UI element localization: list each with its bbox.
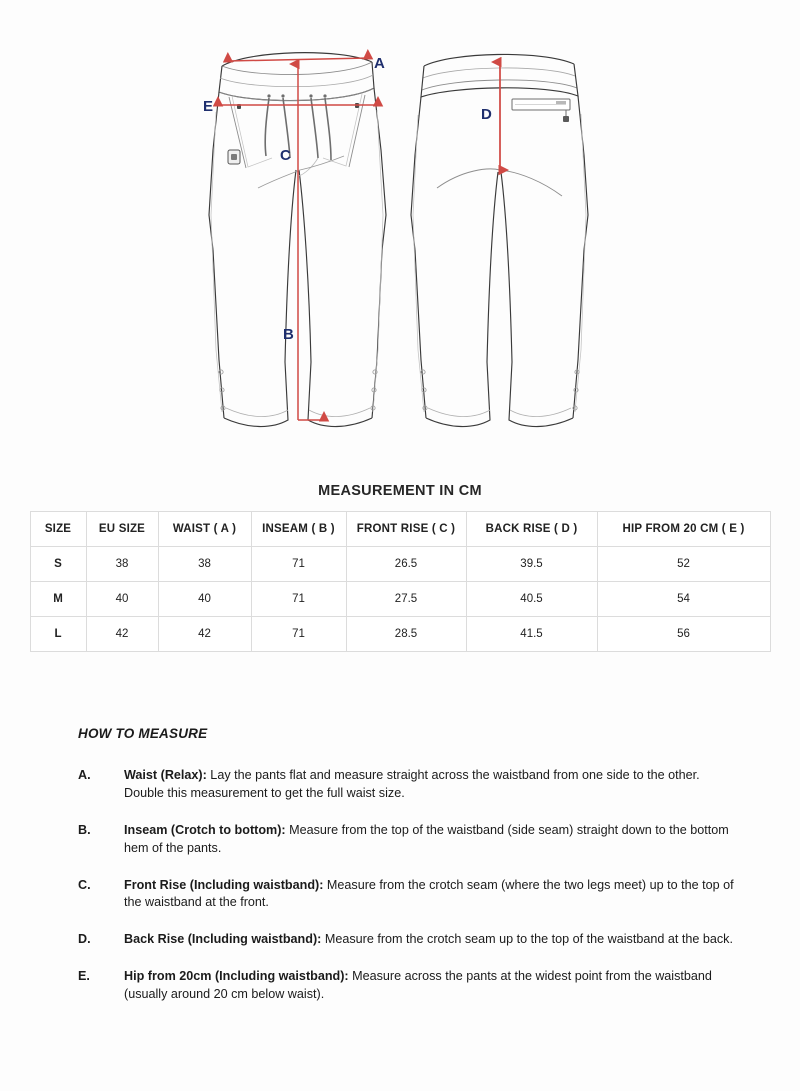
size-measurement-table xyxy=(30,511,771,652)
measure-term: Waist (Relax): xyxy=(124,768,207,782)
cell-size: M xyxy=(30,582,86,617)
how-to-measure-section xyxy=(78,726,738,1004)
measure-text: Measure from the crotch seam (where the two legs meet) up to the top of the waistband at the front. xyxy=(124,877,734,910)
measure-description xyxy=(124,968,738,1004)
cell-eu-size: 42 xyxy=(86,617,158,652)
label-b: B xyxy=(283,326,294,343)
table-header-row xyxy=(30,512,770,547)
measure-text: Measure from the crotch seam up to the top of the waistband at the back. xyxy=(321,932,733,947)
label-a: A xyxy=(374,55,385,72)
measurement-arrows-front xyxy=(218,58,378,420)
cell-back-rise: 39.5 xyxy=(466,547,597,582)
measure-term: Hip from 20cm (Including waistband): xyxy=(124,969,349,984)
cell-inseam: 71 xyxy=(251,582,346,617)
cell-waist: 42 xyxy=(158,617,251,652)
how-to-measure-title: HOW TO MEASURE xyxy=(78,726,208,741)
measure-description xyxy=(124,822,738,858)
measure-item-inseam xyxy=(78,822,738,858)
measure-item-back-rise xyxy=(78,931,738,949)
cell-waist: 38 xyxy=(158,547,251,582)
cell-back-rise: 41.5 xyxy=(466,617,597,652)
cell-front-rise: 28.5 xyxy=(346,617,466,652)
cell-size: S xyxy=(30,547,86,582)
table-row xyxy=(30,582,770,617)
column-header-front-rise: FRONT RISE ( C ) xyxy=(346,512,466,547)
table-title: MEASUREMENT IN CM xyxy=(318,483,482,499)
pants-technical-drawing xyxy=(0,0,800,465)
cell-inseam: 71 xyxy=(251,547,346,582)
table-row xyxy=(30,547,770,582)
measure-text: Lay the pants flat and measure straight across the waistband from one side to the other. Double this measurement to get the full waist size. xyxy=(124,768,700,800)
cell-hip: 56 xyxy=(597,617,770,652)
cell-size: L xyxy=(30,617,86,652)
cell-front-rise: 26.5 xyxy=(346,547,466,582)
measure-term: Inseam (Crotch to bottom): xyxy=(124,822,286,837)
cell-front-rise: 27.5 xyxy=(346,582,466,617)
measure-description xyxy=(124,877,738,913)
cell-eu-size: 38 xyxy=(86,547,158,582)
column-header-inseam: INSEAM ( B ) xyxy=(251,512,346,547)
measure-letter: C. xyxy=(78,877,91,892)
front-view-labels xyxy=(203,55,385,343)
measure-item-hip xyxy=(78,968,738,1004)
measure-letter: B. xyxy=(78,822,91,837)
cell-back-rise: 40.5 xyxy=(466,582,597,617)
label-c: C xyxy=(280,147,291,164)
column-header-back-rise: BACK RISE ( D ) xyxy=(466,512,597,547)
measure-term: Front Rise (Including waistband): xyxy=(124,877,324,892)
measure-text: Measure across the pants at the widest point from the waistband (usually around 20 cm below waist). xyxy=(124,969,712,1001)
back-view-labels xyxy=(481,106,492,123)
table-row xyxy=(30,617,770,652)
column-header-hip: HIP FROM 20 CM ( E ) xyxy=(597,512,770,547)
cell-inseam: 71 xyxy=(251,617,346,652)
cell-eu-size: 40 xyxy=(86,582,158,617)
column-header-eu-size: EU SIZE xyxy=(86,512,158,547)
measure-letter: A. xyxy=(78,768,91,782)
label-e: E xyxy=(203,98,214,115)
column-header-waist: WAIST ( A ) xyxy=(158,512,251,547)
cell-hip: 52 xyxy=(597,547,770,582)
measure-description xyxy=(124,931,738,949)
measure-text: Measure from the top of the waistband (side seam) straight down to the bottom hem of the pants. xyxy=(124,822,729,855)
measure-letter: E. xyxy=(78,969,90,984)
measure-description xyxy=(124,767,738,803)
measure-item-waist xyxy=(78,767,738,803)
column-header-size: SIZE xyxy=(30,512,86,547)
cell-waist: 40 xyxy=(158,582,251,617)
cell-hip: 54 xyxy=(597,582,770,617)
measure-item-front-rise xyxy=(78,877,738,913)
measure-letter: D. xyxy=(78,932,91,947)
label-d: D xyxy=(481,106,492,123)
measure-term: Back Rise (Including waistband): xyxy=(124,932,322,947)
